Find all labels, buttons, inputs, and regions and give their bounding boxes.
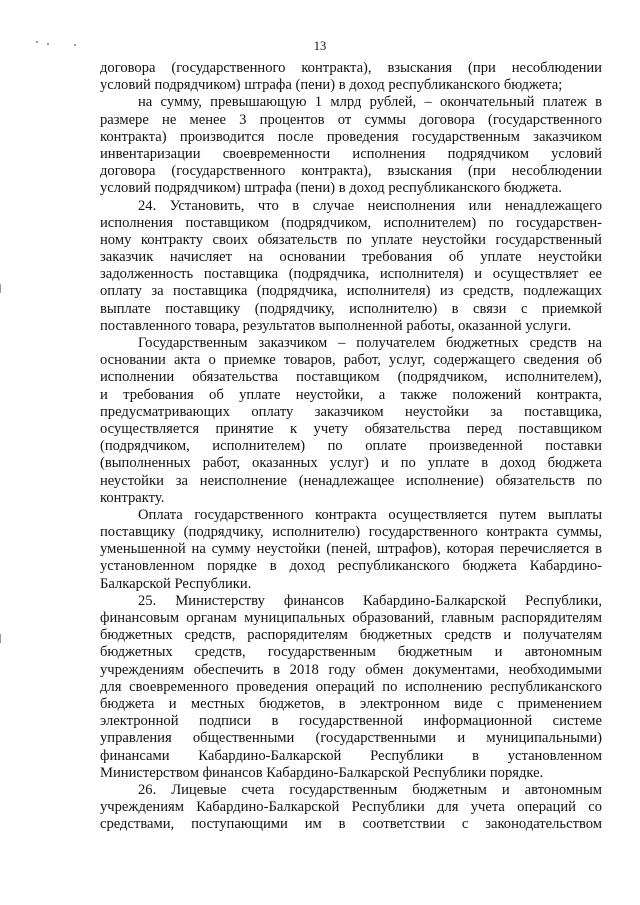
text-line: договора (государственного контракта), взыскания (при несоблюдении: [100, 163, 602, 180]
text-line: 25. Министерству финансов Кабардино-Балкарской Республики,: [138, 592, 602, 609]
text-line: задолженность поставщика (подрядчика, исполнителя) и осуществляет ее: [100, 266, 602, 283]
text-line: Министерством финансов Кабардино-Балкарской Республики порядке.: [100, 764, 544, 781]
text-line: уменьшенной на сумму неустойки (пеней, штрафов), которая перечисляется в: [100, 541, 602, 558]
text-line: бюджетных средств, государственным бюджетным и автономным: [100, 644, 602, 661]
text-line: установленном порядке в доход республиканского бюджета Кабардино-: [100, 558, 602, 575]
paragraph: [100, 94, 602, 197]
text-line: контракту.: [100, 489, 165, 506]
text-line: ному контракту своих обязательств по уплате неустойки государственный: [100, 231, 602, 248]
paragraph: [100, 782, 602, 834]
text-line: поставленного товара, результатов выполненной работы, оказанной услуги.: [100, 317, 572, 334]
text-line: Государственным заказчиком – получателем бюджетных средств на: [138, 335, 602, 351]
text-line: исполнении обязательства поставщиком (подрядчиком, исполнителем),: [100, 369, 602, 386]
text-line: поставщику (подрядчику, исполнителю) государственного контракта суммы,: [100, 524, 602, 541]
text-line: условий подрядчиком) штрафа (пени) в доход республиканского бюджета;: [100, 77, 563, 94]
text-line: для своевременного проведения операций по исполнению республиканского: [100, 678, 602, 695]
text-line: Балкарской Республики.: [100, 575, 252, 592]
text-line: контракта) производится после проведения государственным заказчиком: [100, 128, 602, 145]
scan-mark-left-edge: [0, 284, 1, 293]
paragraph: [100, 507, 602, 593]
text-line: размере не менее 3 процентов от суммы договора (государственного: [100, 111, 602, 128]
text-line: заказчик начисляет на основании требования об уплате неустойки: [100, 249, 602, 266]
text-line: электронной подписи в государственной информационной системе: [100, 713, 602, 730]
page-number: 13: [313, 39, 327, 53]
paragraph: [100, 335, 602, 507]
text-line: (подрядчиком, исполнителем) по оплате произведенной поставки: [100, 438, 602, 455]
text-line: (выполненных работ, оказанных услуг) и по уплате в доход бюджета: [100, 455, 602, 472]
text-line: предусматривающих оплату заказчиком неустойки за поставщика,: [100, 403, 602, 420]
text-line: исполнения поставщиком (подрядчиком, исполнителем) по государствен-: [100, 214, 602, 231]
text-line: договора (государственного контракта), взыскания (при несоблюдении: [100, 60, 602, 76]
document-body: [100, 60, 602, 833]
paragraph: [100, 593, 602, 782]
text-line: 26. Лицевые счета государственным бюджетным и автономным: [138, 781, 602, 798]
text-line: управления общественными (государственными и муниципальными): [100, 730, 602, 747]
text-line: финансовым органам муниципальных образований, главным распорядителям: [100, 610, 602, 626]
text-line: средствами, поступающими им в соответствии с законодательством: [100, 816, 602, 833]
paragraph: [100, 198, 602, 336]
text-line: 24. Установить, что в случае неисполнения или ненадлежащего: [138, 197, 602, 214]
text-line: на сумму, превышающую 1 млрд рублей, – окончательный платеж в: [138, 94, 602, 111]
text-line: бюджетных средств, распорядителям бюджетных средств и получателям: [100, 627, 602, 644]
text-line: Оплата государственного контракта осуществляется путем выплаты: [138, 506, 602, 523]
text-line: выплате поставщику (подрядчику, исполнителю) в связи с приемкой: [100, 300, 602, 317]
paragraph: [100, 60, 602, 94]
scan-mark-left-edge: [0, 634, 1, 643]
text-line: осуществляется принятие к учету обязательства перед поставщиком: [100, 420, 602, 437]
text-line: и требования об уплате неустойки, а также положений контракта,: [100, 386, 602, 403]
text-line: учреждениям Кабардино-Балкарской Республики для учета операций со: [100, 799, 602, 816]
text-line: бюджета и местных бюджетов, в электронном виде с применением: [100, 695, 602, 712]
text-line: условий подрядчиком) штрафа (пени) в доход республиканского бюджета.: [100, 180, 562, 197]
text-line: инвентаризации своевременности исполнения подрядчиком условий: [100, 145, 602, 162]
text-line: основании акта о приемке товаров, работ, услуг, содержащего сведения об: [100, 352, 602, 369]
text-line: учреждениям обеспечить в 2018 году обмен документами, необходимыми: [100, 661, 602, 678]
text-line: неустойки за неисполнение (ненадлежащее исполнение) обязательств по: [100, 472, 602, 489]
text-line: оплату за поставщика (подрядчика, исполнителя) из средств, подлежащих: [100, 283, 602, 300]
text-line: финансами Кабардино-Балкарской Республики в установленном: [100, 747, 602, 764]
